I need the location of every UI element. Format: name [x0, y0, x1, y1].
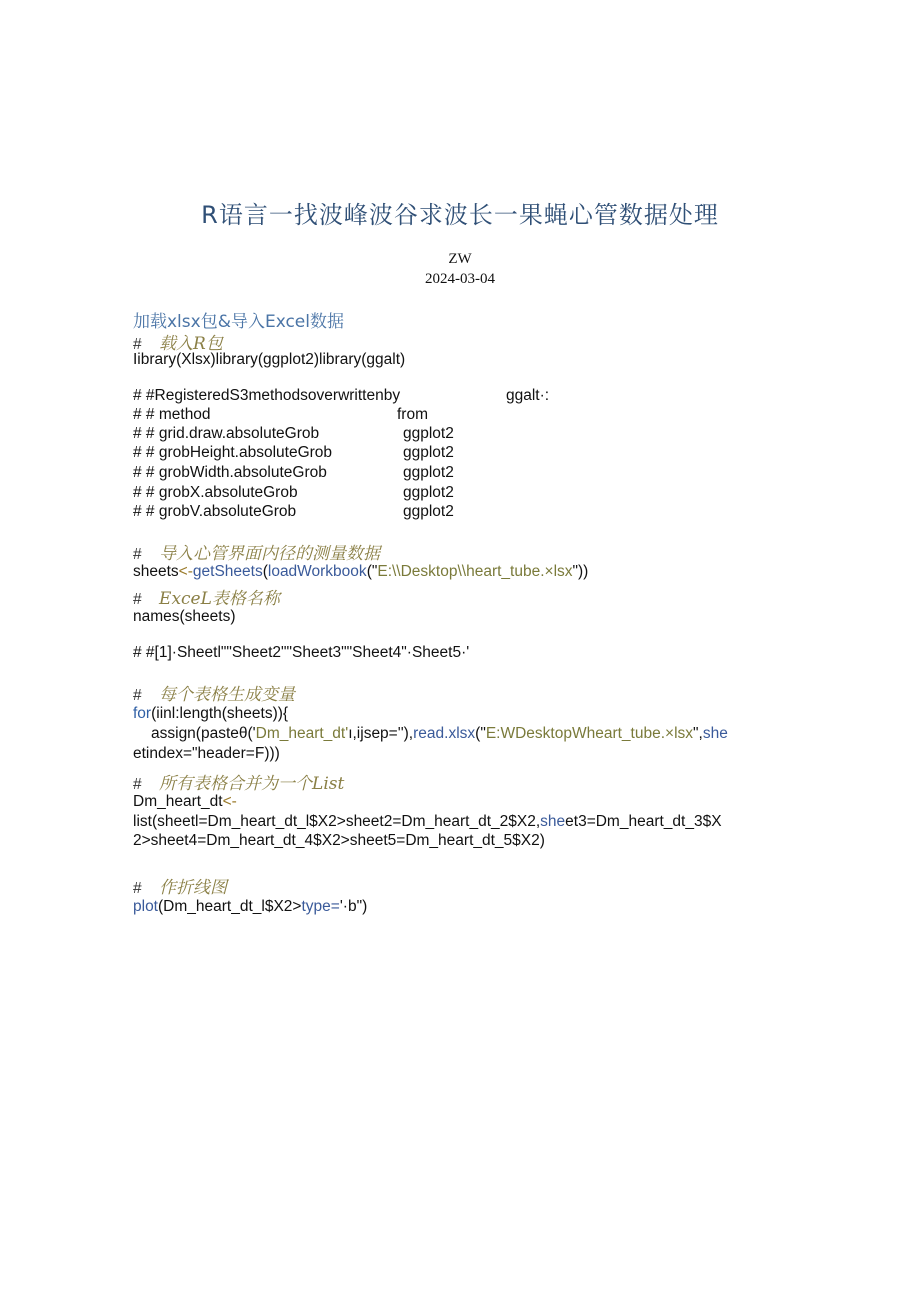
code-line [133, 563, 588, 581]
code-line: etindex="header=F))) [133, 745, 280, 762]
document-date: 2024-03-04 [425, 271, 495, 287]
code-token: <- [178, 563, 193, 580]
output-line: # # method [133, 406, 211, 423]
output-line: # # grobX.absoluteGrob [133, 484, 298, 501]
code-line [133, 705, 288, 723]
comment-text: 载入R包 [159, 334, 223, 354]
code-comment [133, 769, 344, 794]
code-token: <- [222, 793, 237, 810]
code-token: getSheets [192, 563, 263, 580]
code-token: sheets [133, 563, 179, 580]
code-line [151, 725, 728, 743]
code-token: Dm_heart_dt [133, 793, 223, 810]
code-line: names(sheets) [133, 608, 236, 625]
code-comment [133, 680, 295, 705]
code-token: assign(pasteθ(' [151, 725, 256, 742]
output-value: ggplot2 [403, 425, 454, 442]
code-token: et3=Dm_heart_dt_3$X [565, 813, 722, 830]
output-value: ggplot2 [403, 464, 454, 481]
output-line: # # grobHeight.absoluteGrob [133, 444, 333, 461]
code-comment [133, 873, 227, 898]
output-value: ggalt·: [506, 387, 550, 404]
code-token: plot [133, 898, 158, 915]
output-line: # # grobWidth.absoluteGrob [133, 464, 327, 481]
code-token: Dm_heart_dt' [255, 725, 349, 742]
code-token: loadWorkbook [267, 563, 367, 580]
code-token: ( [262, 563, 268, 580]
output-line: # #[1]·Sheetl""Sheet2""Sheet3""Sheet4"·Sheet5·' [133, 644, 470, 661]
code-token: list(sheetl=Dm_heart_dt_l$X2>sheet2=Dm_heart_dt_2$X2, [133, 813, 541, 830]
code-token: ", [693, 725, 703, 742]
output-line: # #RegisteredS3methodsoverwrittenby [133, 387, 401, 404]
code-comment [133, 539, 380, 564]
document-title: R语言一找波峰波谷求波长一果蝇心管数据处理 [201, 201, 719, 229]
comment-hash: # [133, 546, 142, 563]
code-token: type= [301, 898, 340, 915]
code-token: E:\\Desktop\\heart_tube.×lsx [377, 563, 573, 580]
code-token: ")) [572, 563, 589, 580]
code-token: (Dm_heart_dt_l$X2> [158, 898, 302, 915]
code-token: E:WDesktopWheart_tube.×lsx [485, 725, 694, 742]
code-token: (" [475, 725, 486, 742]
output-value: ggplot2 [403, 503, 454, 520]
code-token: ı,ijsep=''), [348, 725, 414, 742]
code-line: 2>sheet4=Dm_heart_dt_4$X2>sheet5=Dm_heart_dt_5$X2) [133, 832, 545, 849]
comment-text: 作折线图 [159, 878, 228, 898]
output-value: ggplot2 [403, 444, 454, 461]
code-line [133, 813, 722, 831]
code-token: she [702, 725, 728, 742]
code-comment [133, 584, 280, 609]
comment-hash: # [133, 880, 142, 897]
comment-text: 导入心管界面内径的测量数据 [159, 544, 381, 564]
comment-text: ExceL表格名称 [159, 589, 280, 609]
output-value: from [397, 406, 428, 423]
output-value: ggplot2 [403, 484, 454, 501]
code-token: read.xlsx [413, 725, 476, 742]
comment-hash: # [133, 687, 142, 704]
comment-text: 所有表格合并为一个List [159, 774, 345, 794]
code-line [133, 898, 367, 916]
comment-text: 每个表格生成变量 [159, 685, 296, 705]
code-token: for [133, 705, 152, 722]
code-line: Iibrary(Xlsx)library(ggplot2)library(ggalt) [133, 351, 406, 368]
output-line: # # grobV.absoluteGrob [133, 503, 297, 520]
code-token: '·b") [339, 898, 368, 915]
comment-hash: # [133, 591, 142, 608]
section-heading: 加载xlsx包&导入Excel数据 [133, 312, 344, 332]
output-line: # # grid.draw.absoluteGrob [133, 425, 320, 442]
comment-hash: # [133, 336, 142, 353]
code-token: (" [366, 563, 378, 580]
code-token: (iinl:length(sheets)){ [151, 705, 289, 722]
document-author: ZW [448, 251, 472, 267]
code-line [133, 793, 237, 811]
comment-hash: # [133, 776, 142, 793]
code-token: she [540, 813, 566, 830]
